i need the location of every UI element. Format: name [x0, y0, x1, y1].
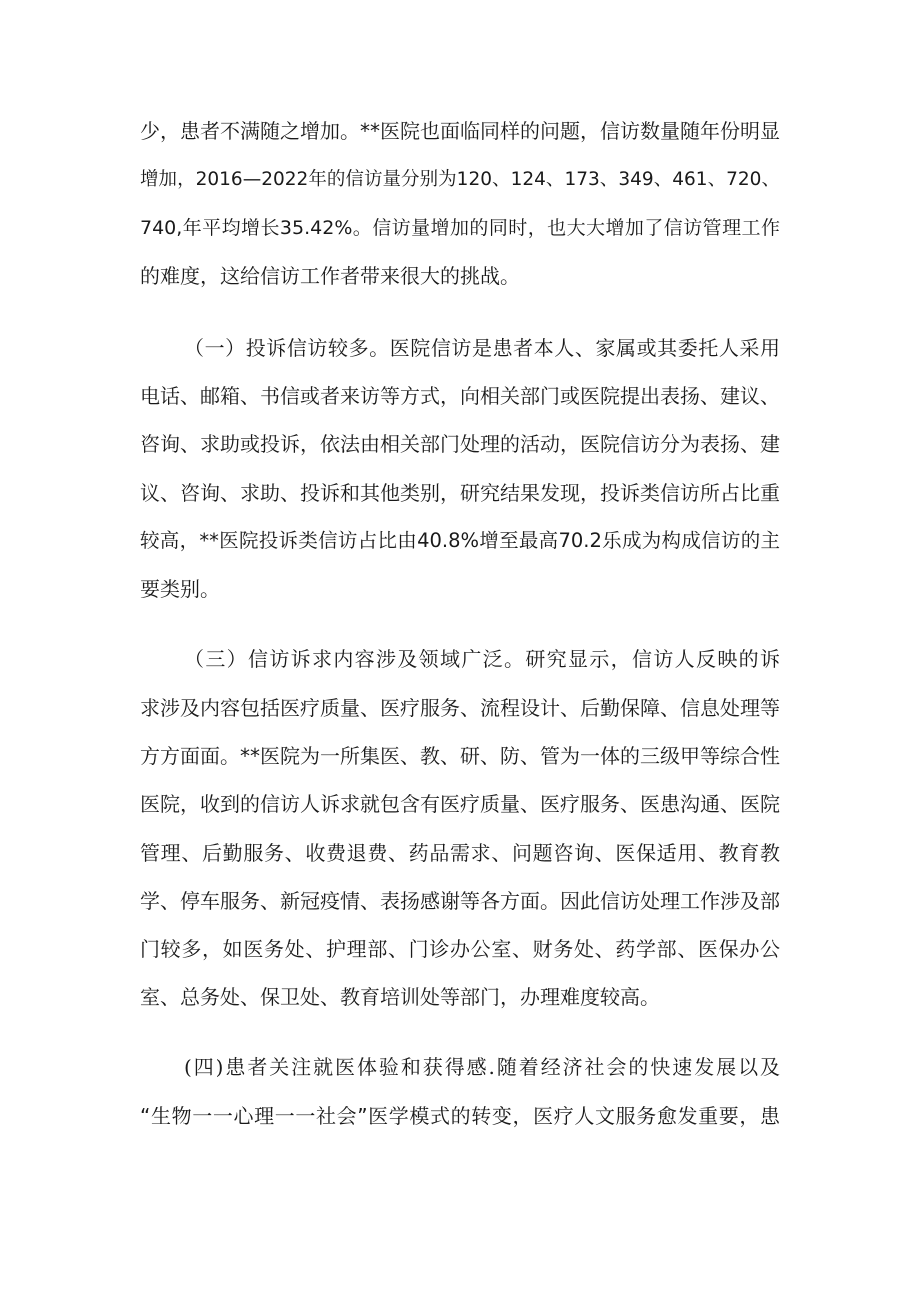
paragraph-line: “生物一一心理一一社会”医学模式的转变，医疗人文服务愈发重要，患 [140, 1104, 780, 1128]
paragraph-line: 求涉及内容包括医疗质量、医疗服务、流程设计、后勤保障、信息处理等 [140, 696, 780, 720]
paragraph-line: 议、咨询、求助、投诉和其他类别，研究结果发现，投诉类信访所占比重 [140, 481, 780, 505]
paragraph-line: 学、停车服务、新冠疫情、表扬感谢等各方面。因此信访处理工作涉及部 [140, 889, 780, 913]
paragraph-line: 较高，**医院投诉类信访占比由40.8%增至最高70.2乐成为构成信访的主 [140, 529, 780, 552]
paragraph-line: 要类别。 [140, 577, 220, 601]
paragraph-line: 医院，收到的信访人诉求就包含有医疗质量、医疗服务、医患沟通、医院 [140, 792, 780, 816]
section-heading-line: (四)患者关注就医体验和获得感.随着经济社会的快速发展以及 [184, 1055, 780, 1079]
paragraph-line: 增加，2016—2022年的信访量分别为120、124、173、349、461、720、 [140, 169, 780, 190]
paragraph-line: 电话、邮箱、书信或者来访等方式，向相关部门或医院提出表扬、建议、 [140, 384, 780, 408]
paragraph-line: 门较多，如医务处、护理部、门诊办公室、财务处、药学部、医保办公 [140, 937, 780, 961]
paragraph-line: 咨询、求助或投诉，依法由相关部门处理的活动，医院信访分为表扬、建 [140, 432, 780, 456]
paragraph-line: 少，患者不满随之增加。**医院也面临同样的问题，信访数量随年份明显 [140, 119, 780, 143]
paragraph-line: 740,年平均增长35.42%。信访量增加的同时，也大大增加了信访管理工作 [140, 217, 780, 239]
paragraph-line: 的难度，这给信访工作者带来很大的挑战。 [140, 264, 520, 288]
paragraph-line: 室、总务处、保卫处、教育培训处等部门，办理难度较高。 [140, 985, 660, 1009]
paragraph-line: 管理、后勤服务、收费退费、药品需求、问题咨询、医保适用、教育教 [140, 841, 780, 865]
paragraph-line: 方方面面。**医院为一所集医、教、研、防、管为一体的三级甲等综合性 [140, 744, 780, 768]
section-heading-line: （三）信访诉求内容涉及领域广泛。研究显示，信访人反映的诉 [184, 647, 780, 671]
section-heading-line: （一）投诉信访较多。医院信访是患者本人、家属或其委托人采用 [184, 336, 780, 360]
